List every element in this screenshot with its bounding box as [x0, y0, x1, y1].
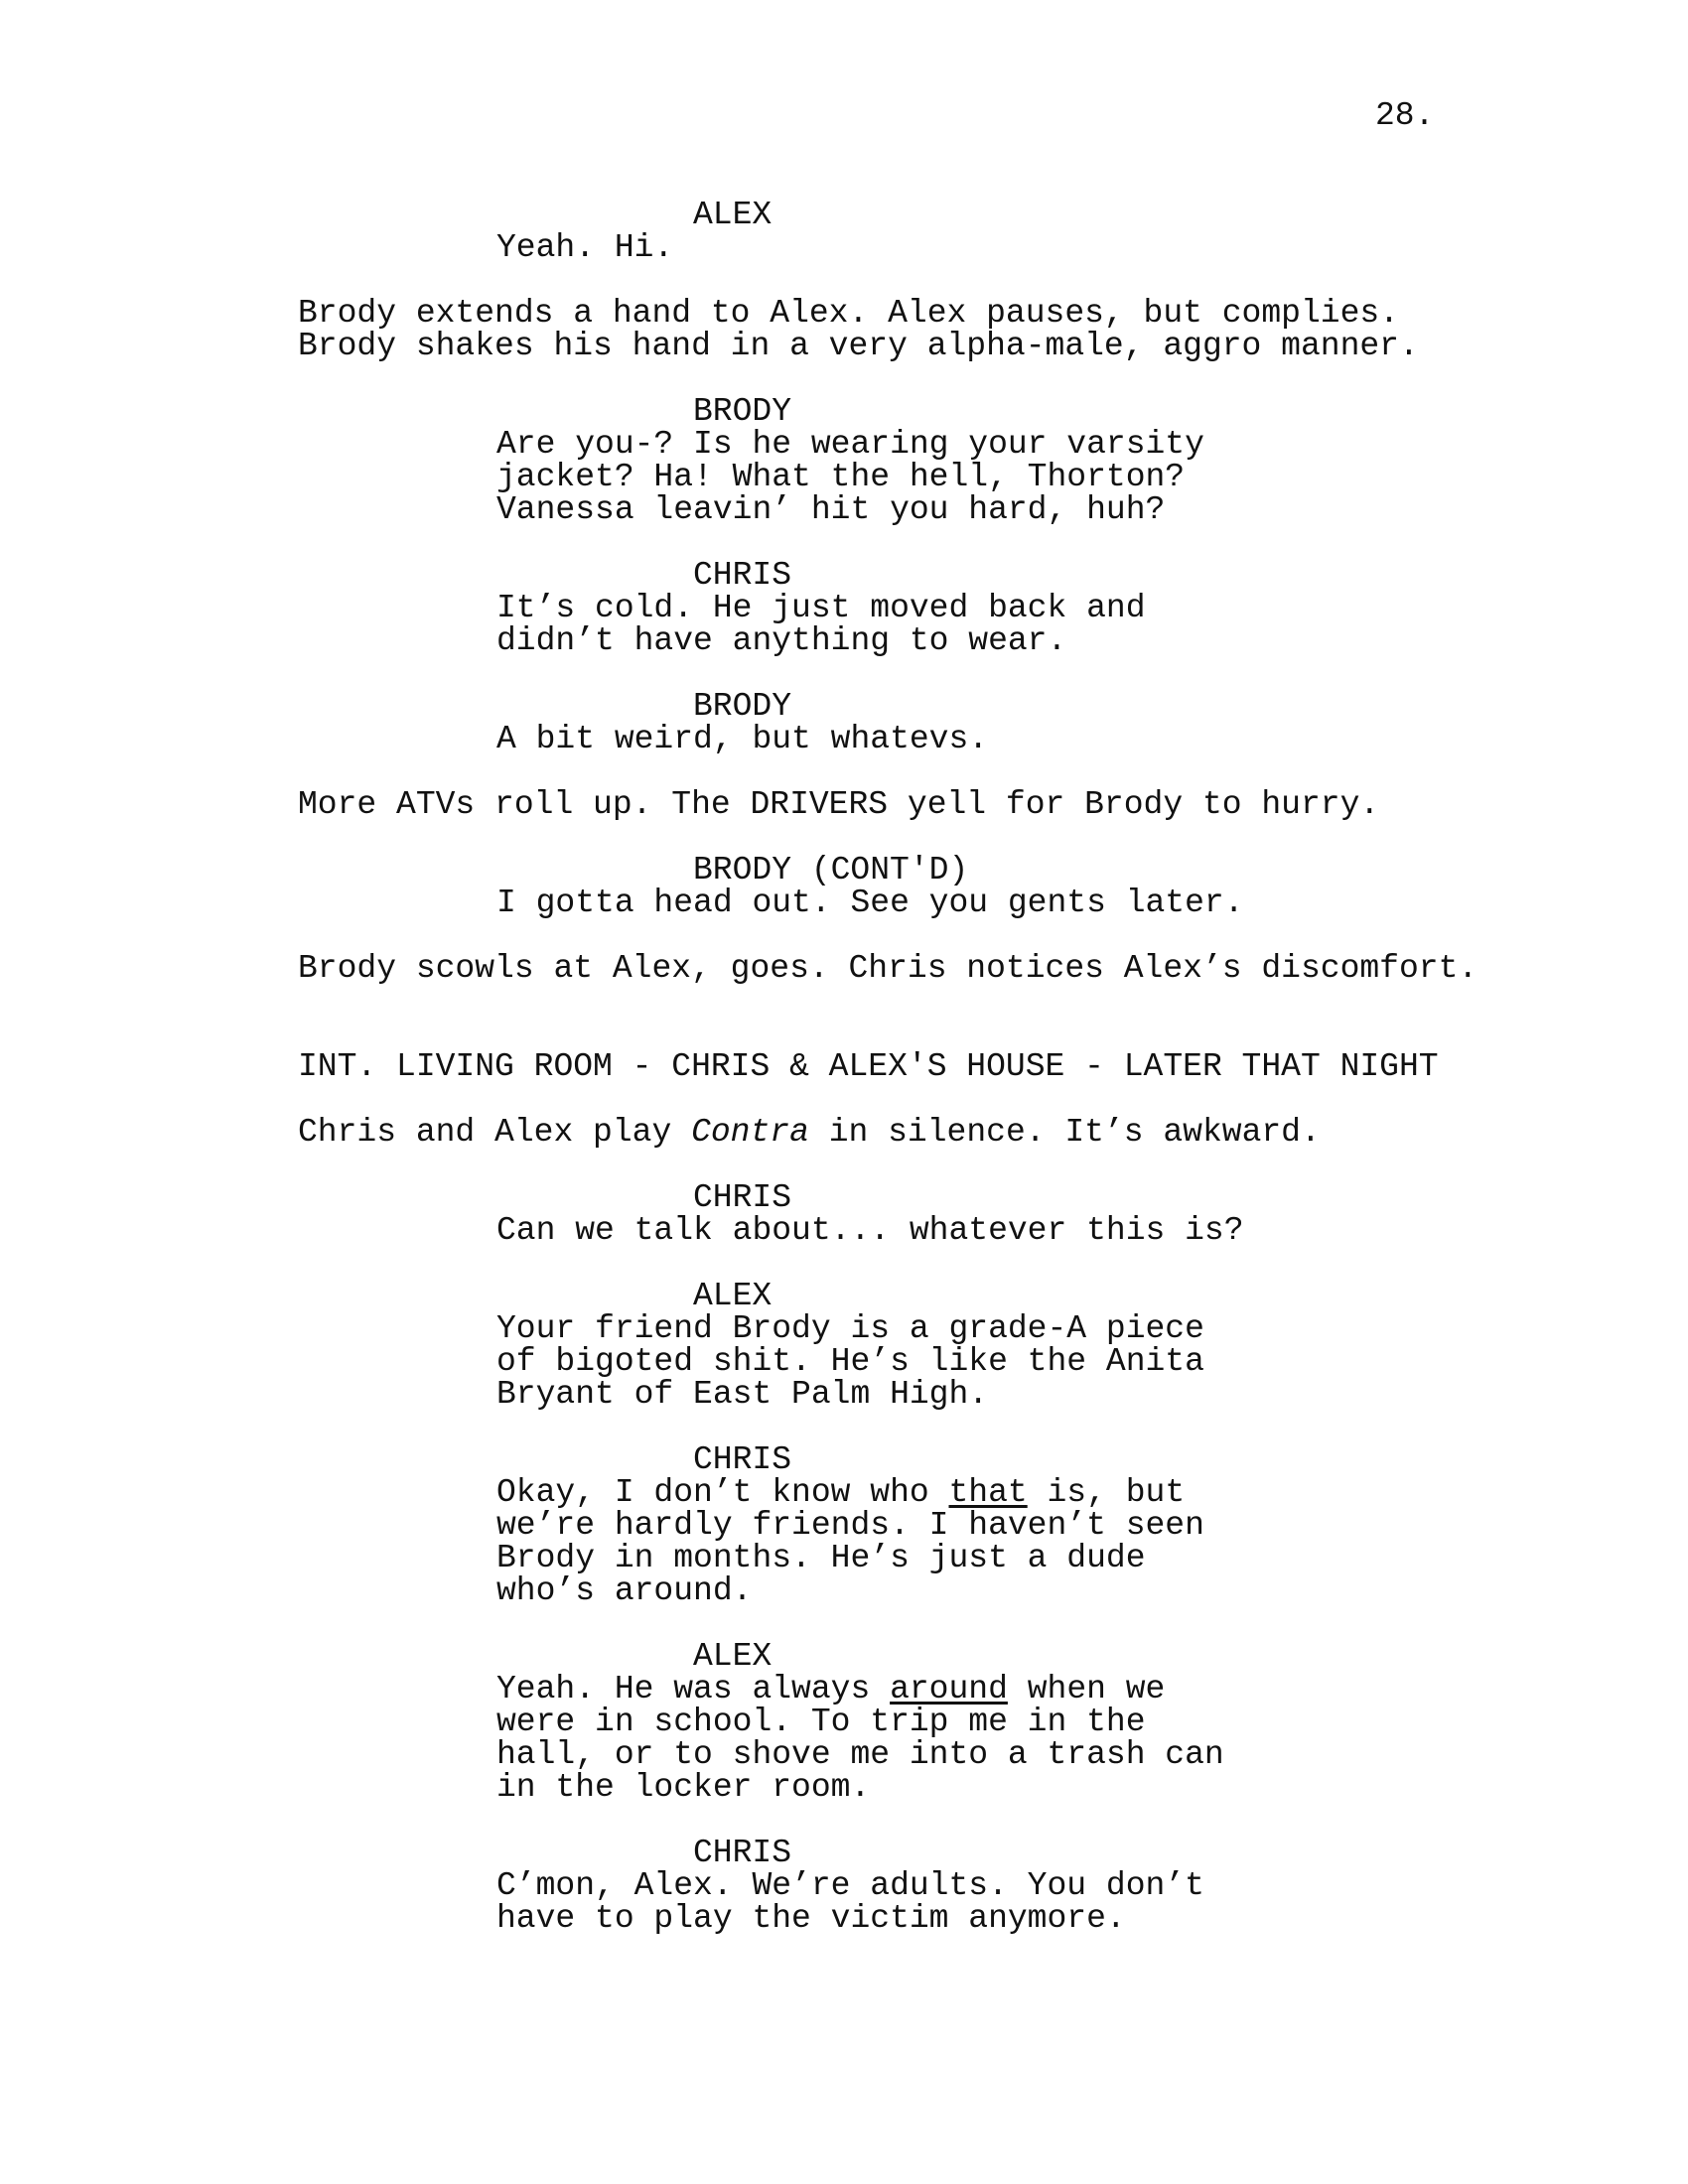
character-cue: CHRIS — [693, 557, 792, 594]
action-text-part: in silence. It’s awkward. — [808, 1114, 1321, 1151]
action-line — [298, 788, 1489, 821]
character-cue: BRODY — [693, 688, 792, 725]
dialogue-line: didn’t have anything to wear. — [496, 622, 1067, 659]
dialogue-line: jacket? Ha! What the hell, Thorton? — [496, 459, 1186, 495]
dialogue-line: It’s cold. He just moved back and — [496, 590, 1146, 626]
dialogue — [298, 885, 1244, 921]
action-line — [298, 952, 1489, 985]
dialogue — [298, 1476, 1211, 1607]
character-cue: BRODY — [693, 393, 792, 430]
dialogue-line: Are you-? Is he wearing your varsity — [496, 426, 1204, 463]
dialogue-line: of bigoted shit. He’s like the Anita — [496, 1343, 1204, 1380]
dialogue-line: Your friend Brody is a grade-A piece — [496, 1310, 1204, 1347]
dialogue-line: A bit weird, but whatevs. — [496, 721, 989, 757]
dialogue-line — [496, 1673, 1211, 1706]
script-body — [298, 199, 1489, 1935]
dialogue-line: Yeah. Hi. — [496, 229, 674, 266]
dialogue-line: C’mon, Alex. We’re adults. You don’t — [496, 1867, 1204, 1904]
dialogue — [298, 428, 1211, 526]
dialogue — [298, 1212, 1244, 1249]
action-text: Brody shakes his hand in a very alpha-male, aggro manner. — [298, 328, 1419, 364]
dialogue — [298, 231, 1211, 264]
dialogue-line: were in school. To trip me in the — [496, 1704, 1146, 1740]
dialogue-line: we’re hardly friends. I haven’t seen — [496, 1507, 1204, 1544]
dialogue-line — [496, 1476, 1211, 1509]
game-title: Contra — [691, 1114, 809, 1151]
dialogue-line: Brody in months. He’s just a dude — [496, 1540, 1146, 1576]
character-cue: CHRIS — [693, 1835, 792, 1871]
dialogue-line: Vanessa leavin’ hit you hard, huh? — [496, 491, 1166, 528]
dialogue-line: Bryant of East Palm High. — [496, 1376, 989, 1413]
dialogue-line: I gotta head out. See you gents later. — [496, 885, 1244, 921]
action-text-part: Chris and Alex play — [298, 1114, 692, 1151]
dialogue-line: who’s around. — [496, 1572, 753, 1609]
dialogue-line: in the locker room. — [496, 1769, 871, 1806]
action-text: More ATVs roll up. The DRIVERS yell for Brody to hurry. — [298, 786, 1380, 823]
character-cue: ALEX — [693, 1638, 773, 1675]
action-text: Brody extends a hand to Alex. Alex pauses, but complies. — [298, 295, 1399, 332]
dialogue-part: Okay, I don’t know who — [496, 1474, 949, 1511]
dialogue — [298, 1671, 1224, 1806]
dialogue-line: hall, or to shove me into a trash can — [496, 1736, 1224, 1773]
character-cue: ALEX — [693, 197, 773, 233]
action-text: Brody scowls at Alex, goes. Chris notices Alex’s discomfort. — [298, 950, 1478, 987]
dialogue — [298, 592, 1211, 657]
dialogue — [298, 723, 1211, 755]
action-text — [298, 1116, 1489, 1149]
underlined-word: around — [890, 1671, 1008, 1707]
dialogue-line: Can we talk about... whatever this is? — [496, 1212, 1244, 1249]
dialogue — [298, 1869, 1211, 1935]
page-number: 28. — [1375, 97, 1435, 134]
dialogue-part: is, but — [1027, 1474, 1186, 1511]
character-cue: ALEX — [693, 1278, 773, 1314]
scene-heading: INT. LIVING ROOM - CHRIS & ALEX'S HOUSE - LATER THAT NIGHT — [298, 1048, 1439, 1085]
action-line — [298, 1116, 1489, 1149]
character-cue: CHRIS — [693, 1179, 792, 1216]
dialogue-part: Yeah. He was always — [496, 1671, 891, 1707]
dialogue-line: have to play the victim anymore. — [496, 1900, 1126, 1937]
character-cue: BRODY (CONT'D) — [693, 852, 969, 888]
character-cue: CHRIS — [693, 1441, 792, 1478]
dialogue-part: when we — [1007, 1671, 1166, 1707]
action-line — [298, 297, 1489, 362]
underlined-word: that — [948, 1474, 1028, 1511]
dialogue — [298, 1312, 1211, 1411]
